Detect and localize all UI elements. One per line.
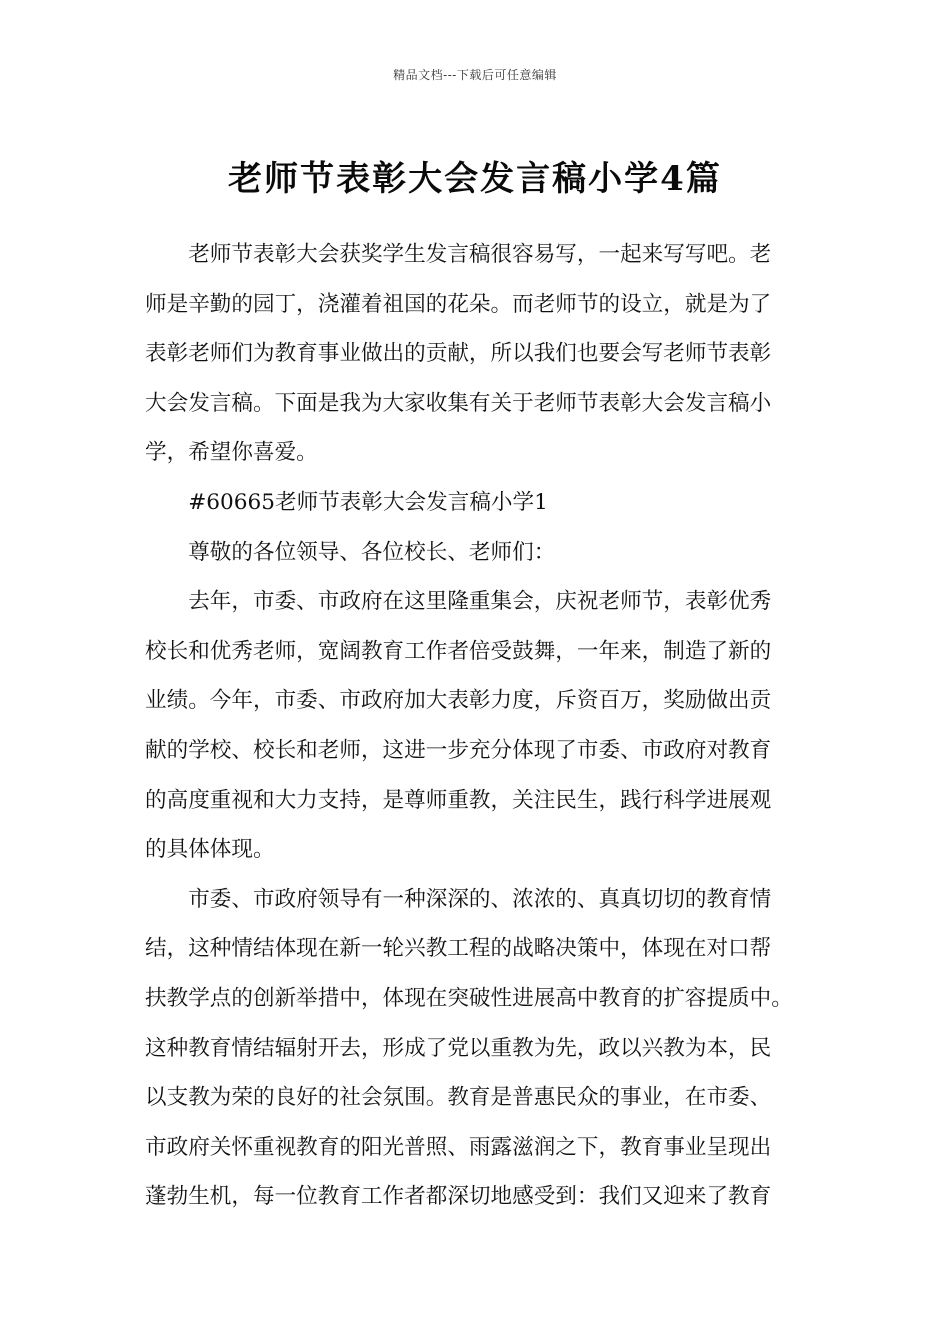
- body-paragraph: [145, 577, 810, 875]
- text-line: 老师节表彰大会获奖学生发言稿很容易写，一起来写写吧。老: [188, 242, 772, 267]
- text-line: 结，这种情结体现在新一轮兴教工程的战略决策中，体现在对口帮: [145, 936, 772, 962]
- text-line: 扶教学点的创新举措中，体现在突破性进展高中教育的扩容提质中。: [145, 985, 793, 1011]
- document-title: 老师节表彰大会发言稿小学4篇: [228, 158, 722, 199]
- salutation: [145, 528, 810, 578]
- text-line: 这种教育情结辐射开去，形成了党以重教为先，政以兴教为本，民: [145, 1035, 772, 1061]
- document-body: [145, 230, 810, 1222]
- text-line: 去年，市委、市政府在这里隆重集会，庆祝老师节，表彰优秀: [188, 589, 772, 615]
- text-line: 的具体体现。: [145, 837, 275, 863]
- body-paragraph: [145, 875, 810, 1222]
- text-line: 大会发言稿。下面是我为大家收集有关于老师节表彰大会发言稿小: [145, 390, 772, 416]
- page-header-note: 精品文档---下载后可任意编辑: [393, 68, 557, 82]
- section-heading-1: [145, 478, 810, 528]
- text-line: 献的学校、校长和老师，这进一步充分体现了市委、市政府对教育: [145, 737, 772, 763]
- text-line: 市政府关怀重视教育的阳光普照、雨露滋润之下，教育事业呈现出: [145, 1134, 772, 1160]
- text-line: 师是辛勤的园丁，浇灌着祖国的花朵。而老师节的设立，就是为了: [145, 291, 772, 317]
- text-line: #60665老师节表彰大会发言稿小学1: [188, 489, 548, 515]
- text-line: 表彰老师们为教育事业做出的贡献，所以我们也要会写老师节表彰: [145, 341, 772, 367]
- text-line: 以支教为荣的良好的社会氛围。教育是普惠民众的事业，在市委、: [145, 1085, 772, 1111]
- text-line: 市委、市政府领导有一种深深的、浓浓的、真真切切的教育情: [188, 886, 772, 912]
- text-line: 尊敬的各位领导、各位校长、老师们：: [188, 539, 556, 565]
- text-line: 学，希望你喜爱。: [145, 440, 318, 466]
- text-line: 校长和优秀老师，宽阔教育工作者倍受鼓舞，一年来，制造了新的: [145, 638, 772, 664]
- text-line: 业绩。今年，市委、市政府加大表彰力度，斥资百万，奖励做出贡: [145, 688, 772, 714]
- text-line: 蓬勃生机，每一位教育工作者都深切地感受到：我们又迎来了教育: [145, 1184, 772, 1210]
- intro-paragraph: [145, 230, 810, 478]
- text-line: 的高度重视和大力支持，是尊师重教，关注民生，践行科学进展观: [145, 787, 772, 813]
